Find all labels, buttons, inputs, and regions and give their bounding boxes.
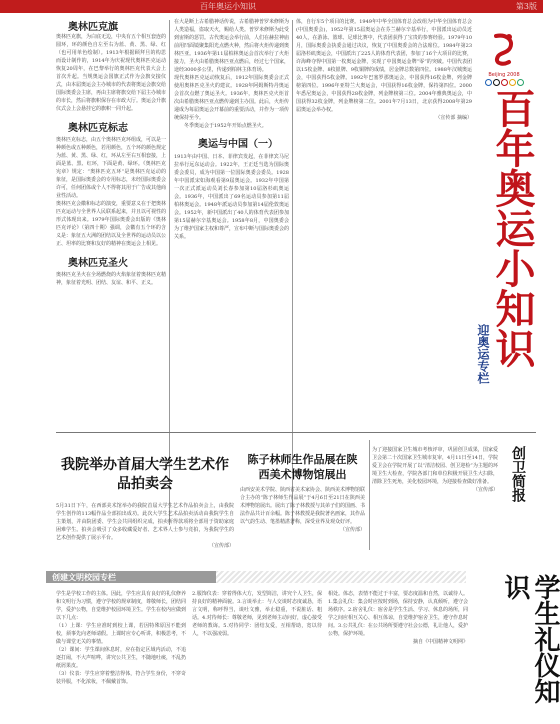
flame-text-2: 现代奥林匹克运动恢复后，1912年国际奥委会正式使用奥林匹克圣火的建议。1928年阿姆斯特丹奥运会首次点燃了奥运圣火。1936年，奥林匹克火炬首次由希腊奥林匹亚点燃传递到主办国。此后，火炬传递成为每届奥运会开幕前的重要活动，并作为一项传统保持至今。 — [174, 75, 290, 121]
health-source: （宣传部） — [472, 487, 498, 493]
flame-text: 在大是断上古希腊神话传说，古希腊神普罗米修斯为人类造福，盗取天火，赐给人类。普罗米修斯为此受到宙斯的惩罚。古代奥运会举行前，人们在赫拉神庙前用凹面镜聚集阳光点燃火种，然后将火炬传递到奥林匹亚。1936年第11届柏林奥运会首次举行了火炬接力，圣火由希腊奥林匹亚点燃后，经过七个国家，途经3000多公里，传递到柏林主体育场。 — [174, 19, 290, 73]
student-etiquette-title: 学生礼仪知识 — [500, 574, 560, 704]
auction-headline: 我院举办首届大学生艺术作品拍卖会 — [61, 457, 229, 492]
health-text: 为了迎接国家卫生城市考核评审，巩固创卫成果，国家爱卫会第二十次国家卫生城市复审，4月11日至14日，学院爱卫会在学院开展了以“清洁校园、创卫迎检”为主题的环境卫生大检查，学院各部门和单位积极开展卫生大扫除，清除卫生死角，美化校园环境，为迎接检查做好准备。 — [372, 447, 498, 485]
campus-text-6: 相处。体态，表情不能过于丰富，要态度温和自然，以诚待人。1.集会礼仪：集会时应按时到场，保持安静，认真倾听，遵守会场秩序。2.宿舍礼仪：宿舍是学生生活、学习、休息的场所，同学之间应相互关心、相互体谅，自觉维护宿舍卫生，遵守作息时间。3.公共礼仪：在公共场所要遵守社会公德，礼让他人，爱护公物，保护环境。 — [328, 591, 469, 637]
china-history-source: （宣传部 摘编） — [435, 115, 472, 121]
section-title-rings: 奥林匹克标志 — [68, 123, 128, 134]
campus-text-4: （3）仪表：学生应穿着整洁得体，符合学生身份，不穿奇装异服，不化浓妆，不佩戴首饰。 — [56, 671, 186, 685]
olympic-knowledge-title: 百年奥运小知识 — [489, 88, 536, 368]
section-title-flame: 奥林匹克圣火 — [68, 258, 128, 269]
section-text-flag: 奥林匹克旗，为白底无边，中央有五个相互套连的圆环，环的颜色自左至右为蓝、黄、黑、绿、红（也可用单色绘制）。1913年根据顾拜旦的构思而设计制作的，1914年为庆祝现代奥林匹克运动恢复20周年，在巴黎举行的奥林匹克代表大会上首次升起。当规奥运会国旗正式作为会旗交接仪式，由本届奥运会主办城市的代表将奥运会旗交给国际奥委会主席，再由主席将旗交给下届主办城市的市长，然后将旗帜保存在市政大厅。奥运会升旗仪式会上会悬挂它的旗帜一同升起。 — [56, 34, 167, 112]
campus-text-3: （2）课间：学生课间休息时，应在指定区域内活动，不追逐打闹，不大声喧哗，讲究公共卫生，不随地吐痰，不乱扔纸屑果皮。 — [56, 647, 187, 669]
section-text-flame: 奥林匹克圣火在全场燃烧的火焰象征着奥林匹克精神，象征着光明、团结、友谊、和平、正义。 — [56, 272, 167, 286]
olympic-column-subtitle: 迎奥运专栏 — [476, 324, 490, 384]
column-china-history — [296, 18, 472, 428]
winter-flame-text: 冬季奥运会于1952年开始点燃圣火。 — [184, 123, 267, 129]
section-divider — [56, 432, 536, 433]
column-divider — [369, 440, 370, 550]
health-briefing — [372, 446, 498, 558]
campus-banner-title: 创建文明校园专栏 — [52, 573, 116, 582]
section-text-rings-2: 奥林匹克会徽和标志的演变，重要意义在于把奥林匹克运动与全世界人民联系起来，并且以可视性的形式体现出来。1979年国际奥委会出版的《奥林匹克评论》（第四十期）强调，会徽有五个环的含义是：象征五大洲的团结以及全世界的运动员以公正、坦率的比赛和友好的精神在奥运会上相见。 — [56, 201, 167, 247]
campus-column-3 — [328, 590, 468, 724]
exhibition-source: （宣传部） — [339, 527, 365, 533]
section-title-china: 奥运与中国（一） — [198, 139, 278, 150]
page-number: 第3版 — [515, 2, 537, 11]
exhibition-headline: 陈子林师生作品展在陕西美术博物馆展出 — [247, 453, 358, 481]
logo-caption: Beijing 2008 — [488, 72, 520, 78]
page-header-bar — [0, 0, 543, 13]
china-history-text: 体，自行车5个项目的比赛。1949年中华全国体育总会改组为中华全国体育总会(中国奥委会)，1952年第15届奥运会在芬兰赫尔辛基举行，中国派出运动员近40人，在游泳、篮球、足球比赛中，代表团获得了宝贵的参赛经验。1979年10月，国际奥委会执委会通过决议，恢复了中国奥委会的合法席位。1984年第23届洛杉矶奥运会，中国派出了225人的体育代表团，参加了16个大项目的比赛，许海峰夺得中国第一枚奥运金牌，实现了中国奥运金牌“零”的突破。中国代表团以15枚金牌、8枚银牌、9枚铜牌的成绩，居金牌总数第四位。1988年汉城奥运会，中国获得5枚金牌。1992年巴塞罗那奥运会，中国获得16枚金牌，列金牌榜第四位。1996年亚特兰大奥运会，中国获得16枚金牌，保持第四位。2000年悉尼奥运会，中国获得28枚金牌，列金牌榜第三位。2004年雅典奥运会，中国获得32枚金牌，列金牌榜第二位。2001年7月13日，北京获得2008年第29届奥运会举办权。 — [296, 19, 472, 113]
exhibition-article — [240, 446, 365, 566]
olympic-rings-icon — [484, 79, 524, 86]
auction-article — [56, 446, 234, 566]
auction-text: 5月31日下午，在西部美术馆举办的我院首届大学生艺术作品拍卖会上，由我院学生创作的113幅作品全部拍出成功。此次大学生艺术品拍卖活动由我院学生自主策划，并由院团委、学生会共同组织完成，拍卖所得款项将全部用于资助家庭困难学生。拍卖会吸引了众多收藏爱好者、艺术界人士参与竞拍，为我院学生的艺术创作提供了展示平台。 — [56, 503, 234, 541]
campus-text-1: 学生是学校工作的主体。因此，学生应具有良好的礼仪修养和文明行为习惯，遵守学校的规章制度，尊敬师长，团结同学，爱护公物，自觉维护校园环境卫生。学生在校内应做到以下几点： — [56, 591, 187, 621]
campus-text-5: 2.服饰仪表：穿着得体大方，发型简洁，讲究个人卫生，保持良好的精神面貌。3.言谈举止：与人交谈时态度诚恳，语言文明，称呼得当，谈吐文雅，举止稳重，不说脏话、粗话。4.对待师长：尊敬老师，见到老师主动问好，虚心接受老师的教诲。5.对待同学：团结友爱，互相帮助，宽以待人，不以强凌弱。 — [192, 591, 322, 637]
exhibition-text: 由西安美术学院、陕西省美术家协会、陕西美术博物馆联合主办的“陈子林师生作品展”于4月6日至21日在陕西美术博物馆展出。展出了陈子林教授与其弟子们的国画、书法作品共计百余幅。陈子林教授是我院著名画家，其作品以气韵生动、笔墨精湛著称，深受业界及观众好评。 — [240, 487, 366, 525]
campus-column-1 — [56, 590, 186, 724]
campus-banner — [46, 571, 216, 583]
china-text: 1913年由中国、日本、菲律宾发起，在菲律宾马尼拉举行远东运动会。1922年，王正廷当选为国际奥委会委员，成为中国第一位国际奥委会委员。1928年中国派宋如海观看第9届奥运会。1932年中国第一次正式派运动员刘长春参加第10届洛杉矶奥运会。1936年，中国派出了69名运动员参加第11届柏林奥运会。1948年派运动员参加第14届伦敦奥运会。1952年，新中国派出了40人的体育代表团参加第15届赫尔辛基奥运会。1958年8月，中国奥委会为了维护国家主权和尊严，宣布中断与国际奥委会的关系。 — [174, 154, 290, 240]
auction-source: （宣传部） — [208, 543, 234, 549]
campus-text-2: （1）上课：学生应准时到校上课，若因特殊原因不能到校，须事先向老师请假。上课时应专心听讲，积极思考，不做与课堂无关的事情。 — [56, 623, 187, 645]
section-title-flag: 奥林匹克旗 — [68, 22, 118, 33]
beijing-2008-logo — [484, 32, 524, 78]
campus-column-2 — [192, 590, 322, 724]
header-title: 百年奥运小知识 — [200, 2, 256, 11]
health-briefing-title: 创卫简报 — [510, 446, 526, 502]
campus-source: 摘自《中国精神文明网》 — [412, 639, 468, 645]
section-text-rings: 奥林匹克标志，由五个奥林匹克环组成，可以是一种颜色或五种颜色，若用颜色，五个环的颜色规定为蓝、黄、黑、绿、红，环从左至右互相套接，上面是蓝、黑、红环，下面是黄、绿环。《奥林匹克宪章》规定：“奥林匹克五环”是奥林匹克运动的象征，是国际奥委会的专用标志，未经国际奥委会许可，任何团体或个人不得将其用于广告或其他商业性活动。 — [56, 137, 167, 199]
